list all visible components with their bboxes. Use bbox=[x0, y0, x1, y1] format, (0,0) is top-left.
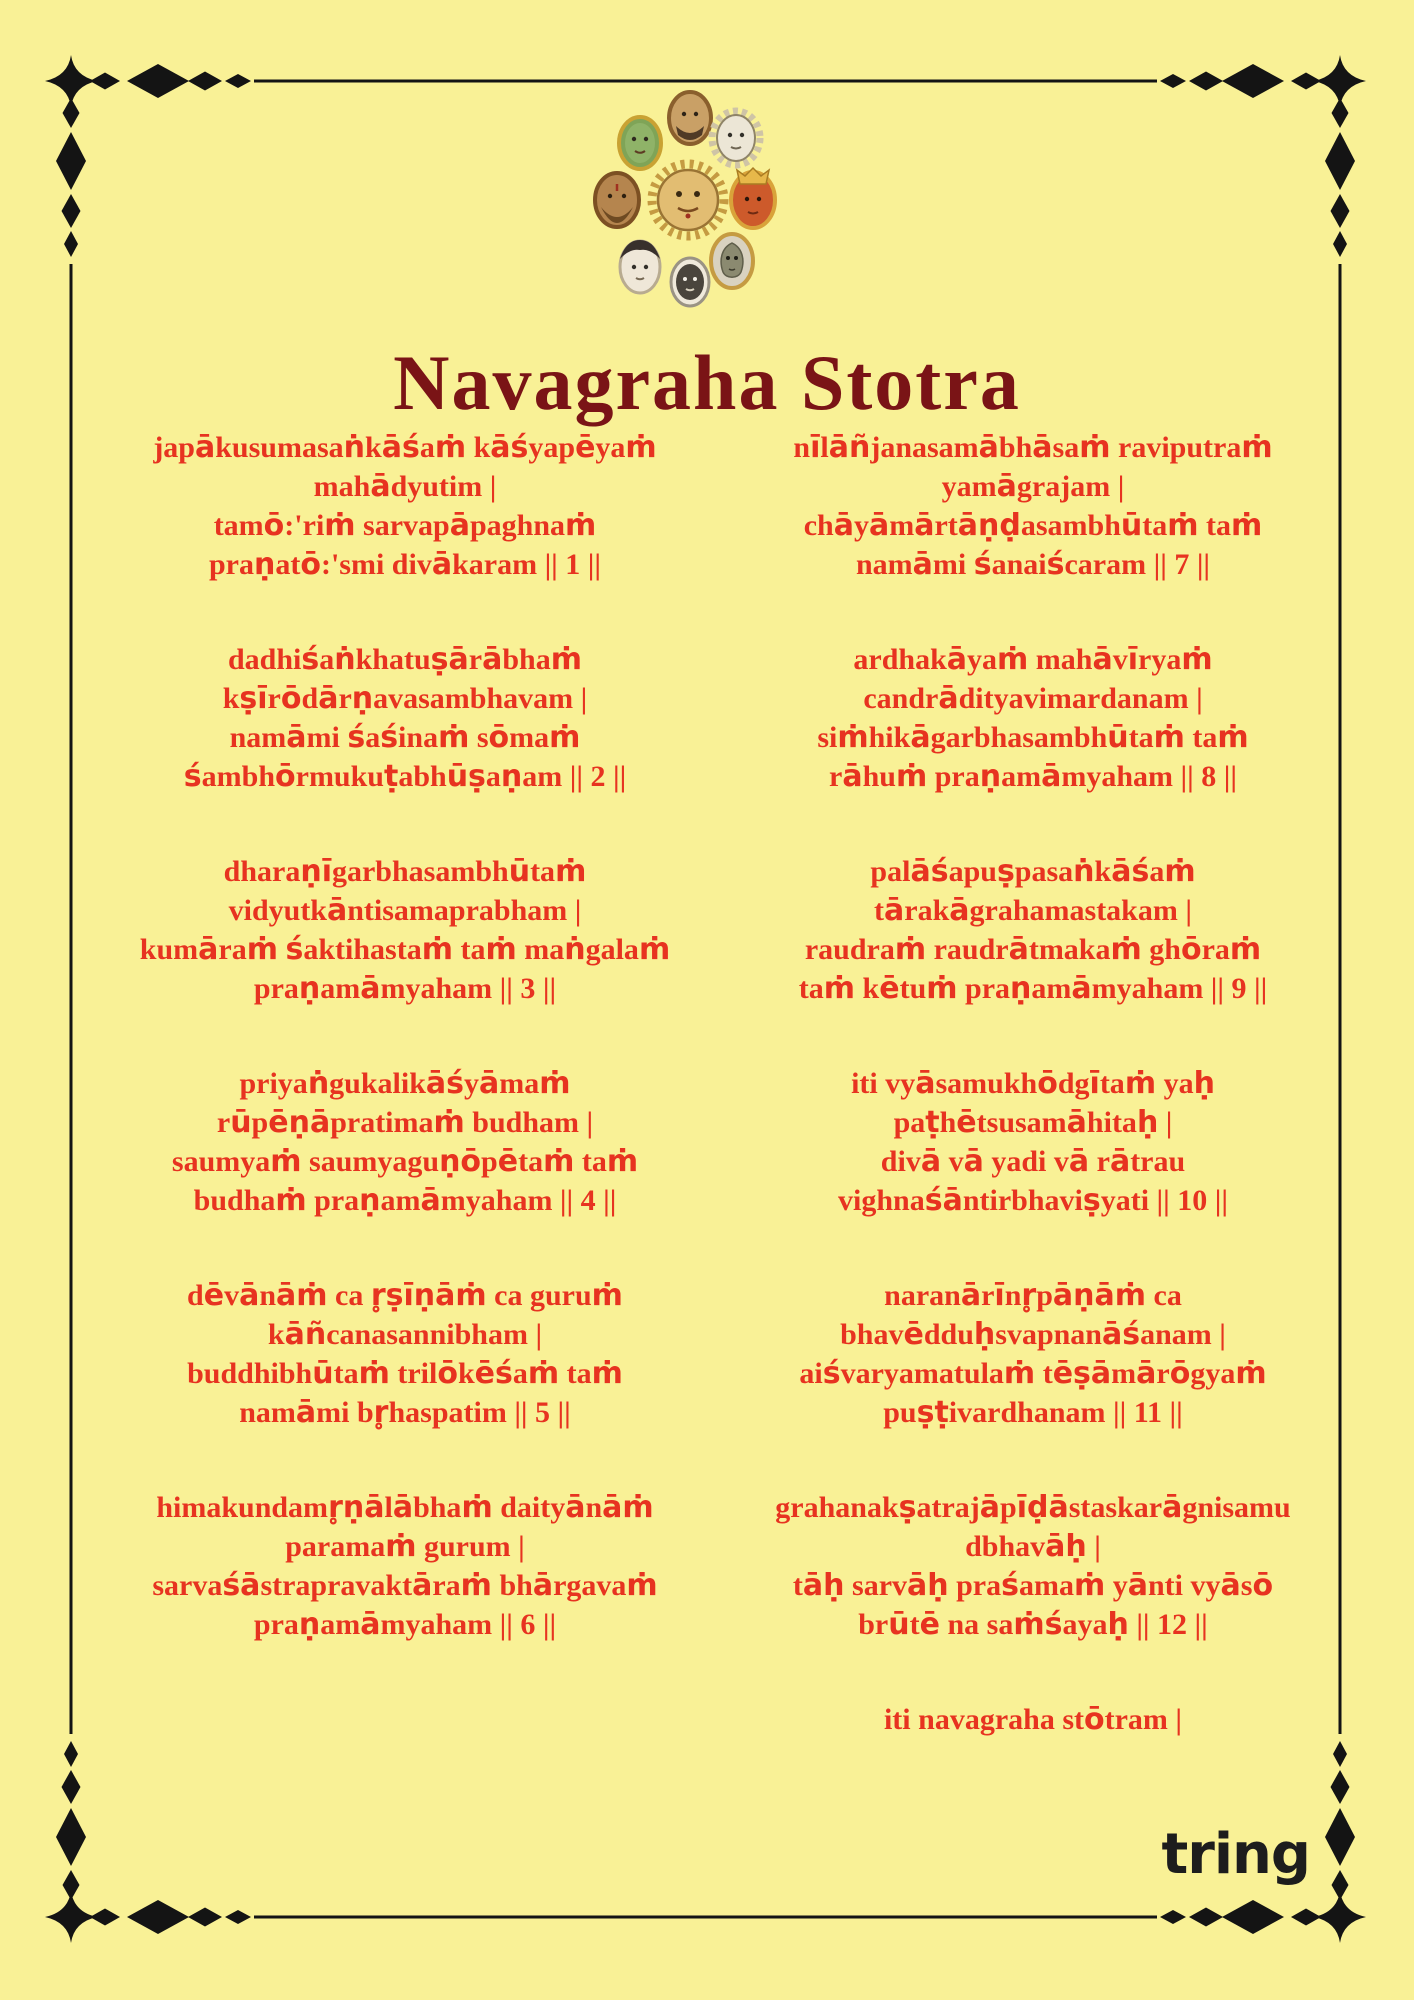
diacritic-char: ṁ bbox=[591, 1356, 623, 1391]
diacritic-char: ū bbox=[1120, 508, 1143, 543]
diacritic-char: ṇ bbox=[359, 1183, 381, 1218]
diacritic-char: ā bbox=[1109, 1144, 1131, 1179]
verse-line: yamāgrajam | bbox=[941, 469, 1125, 504]
verse-line: ardhakāyaṁ mahāvīryaṁ bbox=[853, 642, 1213, 677]
diacritic-char: ēṣā bbox=[1052, 1356, 1112, 1391]
diacritic-char: āñ bbox=[828, 430, 871, 465]
diacritic-char: ṁ bbox=[926, 971, 958, 1006]
diacritic-char: ā bbox=[914, 508, 935, 543]
diacritic-char: ṁ bbox=[1003, 1356, 1036, 1391]
diacritic-char: ā bbox=[1092, 642, 1113, 677]
diacritic-char: ṁ bbox=[997, 642, 1029, 677]
diacritic-char: ṇ bbox=[351, 681, 374, 716]
diacritic-char: ā bbox=[1162, 1490, 1183, 1525]
verse-line: palāśapuṣpasaṅkāśaṁ bbox=[870, 854, 1196, 889]
diacritic-char: ā bbox=[960, 1278, 982, 1313]
verse-line: dbhavāḥ | bbox=[965, 1529, 1101, 1564]
diacritic-char: ā bbox=[327, 893, 348, 928]
verse-line: divā vā yadi vā rātrau bbox=[880, 1144, 1186, 1179]
diacritic-char: āś bbox=[910, 854, 949, 889]
diacritic-char: ṁ bbox=[625, 430, 657, 465]
diacritic-char: ē bbox=[497, 1144, 519, 1179]
diacritic-char: ā bbox=[412, 1568, 433, 1603]
diacritic-char: ṇ bbox=[1010, 971, 1032, 1006]
diacritic-char: ṁ bbox=[246, 932, 278, 967]
sun-face-icon bbox=[652, 164, 724, 236]
verse-line: paramaṁ gurum | bbox=[285, 1529, 525, 1564]
diacritic-char: ṁ bbox=[555, 854, 587, 889]
diacritic-char: ṁ bbox=[1229, 932, 1262, 967]
verse-line: tamō:'riṁ sarvapāpaghnaṁ bbox=[213, 508, 597, 543]
diacritic-char: ā bbox=[420, 1183, 441, 1218]
diacritic-char: ā bbox=[915, 1066, 936, 1101]
diacritic-char: ē bbox=[203, 1278, 225, 1313]
verse-line: chāyāmārtāṇḍasambhūtaṁ taṁ bbox=[803, 508, 1263, 543]
diacritic-char: āś bbox=[1102, 1317, 1141, 1352]
diacritic-char: ṣ bbox=[996, 854, 1015, 889]
diacritic-char: ō bbox=[1169, 1356, 1191, 1391]
diacritic-char: āś bbox=[490, 430, 529, 465]
verse-line: grahanakṣatrajāpīḍāstaskarāgnisamu bbox=[775, 1490, 1291, 1525]
verse-7 bbox=[723, 428, 1343, 584]
verse-line: dharaṇīgarbhasambhūtaṁ bbox=[223, 854, 587, 889]
diacritic-char: ō bbox=[437, 1356, 458, 1391]
crowned-goddess-face-icon bbox=[731, 168, 775, 228]
diacritic-char: ṁ bbox=[438, 720, 470, 755]
diacritic-char: ṁ bbox=[1181, 642, 1213, 677]
diacritic-char: ṁ bbox=[1073, 1568, 1106, 1603]
diacritic-char: ō bbox=[275, 759, 296, 794]
diacritic-char: ś bbox=[285, 932, 304, 967]
diacritic-char: ū bbox=[508, 854, 531, 889]
diacritic-char: ṅ bbox=[343, 430, 366, 465]
verse-line: raudraṁ raudrātmakaṁ ghōraṁ bbox=[804, 932, 1262, 967]
diacritic-char: ṁ bbox=[1235, 1356, 1267, 1391]
diacritic-char: ā bbox=[198, 932, 219, 967]
diacritic-char: ṁ bbox=[1217, 720, 1249, 755]
diacritic-char: āṁ bbox=[602, 1490, 654, 1525]
verse-line: taṁ kētuṁ praṇamāmyaham || 9 || bbox=[798, 971, 1268, 1006]
verse-line: praṇatō:'smi divākaram || 1 || bbox=[208, 547, 601, 582]
verse-5 bbox=[95, 1276, 715, 1432]
verse-8 bbox=[723, 640, 1343, 796]
diacritic-char: ā bbox=[1068, 1144, 1090, 1179]
diacritic-char: āś bbox=[1111, 854, 1150, 889]
diacritic-char: āṇāṁ bbox=[1052, 1278, 1146, 1313]
diacritic-char: ṣī bbox=[239, 681, 268, 716]
diacritic-char: ā bbox=[912, 547, 933, 582]
diacritic-char: ā bbox=[842, 759, 863, 794]
diacritic-char: ṁ bbox=[324, 508, 356, 543]
diacritic-char: ṁ bbox=[823, 971, 856, 1006]
diacritic-char: āś bbox=[425, 1066, 465, 1101]
verse-line: śambhōrmukuṭabhūṣaṇam || 2 || bbox=[183, 759, 627, 794]
verse-line: kumāraṁ śaktihastaṁ taṁ maṅgalaṁ bbox=[139, 932, 671, 967]
verse-11 bbox=[723, 1276, 1343, 1432]
diacritic-char: ō bbox=[300, 547, 321, 582]
diacritic-char: ṁ bbox=[385, 1529, 417, 1564]
diacritic-char: ā bbox=[1008, 932, 1029, 967]
diacritic-char: ū bbox=[1107, 720, 1129, 755]
diacritic-char: ṁ bbox=[1153, 720, 1185, 755]
diacritic-char: ṁ bbox=[1110, 932, 1142, 967]
diacritic-char: ē bbox=[956, 1105, 977, 1140]
diacritic-char: ṁ bbox=[606, 1144, 639, 1179]
diacritic-char: ā bbox=[949, 893, 970, 928]
diacritic-char: ṁ bbox=[550, 642, 582, 677]
corner-ornament-top-right bbox=[1160, 55, 1366, 257]
diacritic-char: ṁ bbox=[895, 759, 928, 794]
verse-line: puṣṭivardhanam || 11 || bbox=[883, 1395, 1183, 1430]
verse-line: saumyaṁ saumyaguṇōpētaṁ taṁ bbox=[171, 1144, 639, 1179]
verse-line: siṁhikāgarbhasambhūtaṁ taṁ bbox=[817, 720, 1249, 755]
green-face-icon bbox=[619, 117, 661, 169]
page-title: Navagraha Stotra bbox=[393, 339, 1021, 426]
diacritic-char: ī bbox=[810, 430, 821, 465]
diacritic-char: ā bbox=[963, 1144, 984, 1179]
diacritic-char: ā bbox=[295, 1395, 317, 1430]
pale-face-icon bbox=[620, 240, 660, 293]
diacritic-char: ṁ bbox=[527, 1356, 560, 1391]
diacritic-char: ā bbox=[920, 1144, 942, 1179]
diacritic-char: ā bbox=[979, 1490, 1001, 1525]
diacritic-char: ā bbox=[449, 508, 470, 543]
verse-line: praṇamāmyaham || 3 || bbox=[253, 971, 557, 1006]
diacritic-char: ā bbox=[286, 720, 307, 755]
diacritic-char: ṁ bbox=[270, 1144, 302, 1179]
verse-line: paṭhētsusamāhitaḥ | bbox=[893, 1105, 1173, 1140]
verse-line: tāḥ sarvāḥ praśamaṁ yānti vyāsō bbox=[792, 1568, 1274, 1603]
diacritic-char: śā bbox=[924, 1183, 963, 1218]
diacritic-char: ṁ bbox=[894, 932, 927, 967]
diacritic-char: ṁ bbox=[549, 720, 581, 755]
verses-grid bbox=[95, 428, 1343, 1739]
diacritic-char: ṁ bbox=[485, 932, 517, 967]
diacritic-char: ḥ bbox=[1107, 1607, 1129, 1642]
diacritic-char: ś bbox=[380, 720, 399, 755]
diacritic-char: ṇī bbox=[300, 854, 332, 889]
diacritic-char: ṁ bbox=[626, 1568, 658, 1603]
diacritic-char: ṁ bbox=[1241, 430, 1273, 465]
verse-line: aiśvaryamatulaṁ tēṣāmārōgyaṁ bbox=[799, 1356, 1267, 1391]
verse-line: vidyutkāntisamaprabham | bbox=[228, 893, 582, 928]
diacritic-char: ā bbox=[1136, 1356, 1157, 1391]
diacritic-char: ṣ bbox=[1082, 1183, 1101, 1218]
corner-ornament-bottom-left bbox=[45, 1741, 251, 1943]
diacritic-char: ṅ bbox=[564, 932, 586, 967]
diacritic-char: ū bbox=[888, 1607, 910, 1642]
verse-line: dēvānāṁ ca r̥ṣīṇāṁ ca guruṁ bbox=[187, 1278, 623, 1313]
diacritic-char: ā bbox=[884, 893, 905, 928]
verse-line: namāmi śanaiścaram || 7 || bbox=[855, 547, 1211, 582]
diacritic-char: śā bbox=[222, 1568, 261, 1603]
verse-line: bhavēdduḥsvapnanāśanam | bbox=[840, 1317, 1226, 1352]
brown-sage-face-icon bbox=[595, 173, 639, 227]
diacritic-char: ī bbox=[1127, 642, 1139, 677]
diacritic-char: ṁ bbox=[565, 508, 597, 543]
diacritic-char: ś bbox=[183, 759, 202, 794]
verse-line: sarvaśāstrapravaktāraṁ bhārgavaṁ bbox=[152, 1568, 658, 1603]
diacritic-char: ā bbox=[482, 642, 503, 677]
verse-line: naranārīnr̥pāṇāṁ ca bbox=[884, 1278, 1182, 1313]
verse-12 bbox=[723, 1488, 1343, 1644]
petal-ringed-moon-face-icon bbox=[712, 111, 760, 165]
diacritic-char: ō bbox=[1037, 1066, 1058, 1101]
diacritic-char: ṇ bbox=[253, 547, 276, 582]
diacritic-char: āṇḍ bbox=[957, 508, 1021, 543]
diacritic-char: āś bbox=[381, 430, 420, 465]
verse-line: iti vyāsamukhōdgītaṁ yaḥ bbox=[851, 1066, 1215, 1101]
diacritic-char: ṁ bbox=[539, 1066, 571, 1101]
diacritic-char: ṭ bbox=[383, 759, 399, 794]
verse-6 bbox=[95, 1488, 715, 1644]
diacritic-char: ṇ bbox=[298, 1607, 321, 1642]
brand-logo: tring bbox=[1161, 1822, 1310, 1887]
diacritic-char: ṁ bbox=[1164, 854, 1196, 889]
verse-line: namāmi br̥haspatim || 5 || bbox=[239, 1395, 571, 1430]
diacritic-char: ā bbox=[910, 720, 931, 755]
verse-line: namāmi śaśinaṁ sōmaṁ bbox=[229, 720, 581, 755]
diacritic-char: āḥ bbox=[802, 1568, 845, 1603]
verse-10 bbox=[723, 1064, 1343, 1220]
diacritic-char: ṁ bbox=[358, 1356, 390, 1391]
diacritic-char: ṁ bbox=[638, 932, 671, 967]
diacritic-char: ḥ bbox=[1193, 1066, 1215, 1101]
diacritic-char: ṇ bbox=[500, 759, 523, 794]
diacritic-char: ā bbox=[360, 971, 381, 1006]
verse-line: brūtē na saṁśayaḥ || 12 || bbox=[858, 1607, 1208, 1642]
diacritic-char: ṅ bbox=[307, 1066, 330, 1101]
cobra-face-icon bbox=[711, 234, 753, 288]
verse-line: tārakāgrahamastakam | bbox=[874, 893, 1192, 928]
diacritic-char: ūṣ bbox=[446, 759, 486, 794]
diacritic-char: ṁ bbox=[591, 1278, 623, 1313]
diacritic-char: ē bbox=[879, 971, 900, 1006]
verse-1 bbox=[95, 428, 715, 584]
diacritic-char: ṇō bbox=[439, 1144, 482, 1179]
diacritic-char: ā bbox=[1066, 1105, 1087, 1140]
diacritic-char: ḥ bbox=[1136, 1105, 1159, 1140]
diacritic-char: ṁ bbox=[1124, 1066, 1157, 1101]
diacritic-char: ā bbox=[479, 1066, 500, 1101]
verse-2 bbox=[95, 640, 715, 796]
verse-line: himakundamr̥ṇālābhaṁ daityānāṁ bbox=[156, 1490, 654, 1525]
diacritic-char: ṣā bbox=[430, 642, 469, 677]
diacritic-char: ṁ bbox=[1079, 430, 1111, 465]
spacer bbox=[95, 1700, 715, 1739]
verse-line: buddhibhūtaṁ trilōkēśaṁ taṁ bbox=[187, 1356, 623, 1391]
verse-line: iti navagraha stōtram | bbox=[883, 1702, 1183, 1737]
verse-line: praṇamāmyaham || 6 || bbox=[253, 1607, 557, 1642]
diacritic-char: ō bbox=[488, 720, 510, 755]
diacritic-char: āṁ bbox=[276, 1278, 328, 1313]
verse-line: rūpēṇāpratimaṁ budham | bbox=[216, 1105, 594, 1140]
dark-face-icon bbox=[671, 258, 709, 306]
diacritic-char: āñ bbox=[284, 1317, 327, 1352]
diacritic-char: ś bbox=[1001, 1568, 1019, 1603]
diacritic-char: ō bbox=[1083, 1702, 1105, 1737]
diacritic-char: ā bbox=[239, 1278, 260, 1313]
diacritic-char: ā bbox=[195, 430, 216, 465]
diacritic-char: ṭ bbox=[925, 1105, 940, 1140]
verse-line: rāhuṁ praṇamāmyaham || 8 || bbox=[829, 759, 1237, 794]
diacritic-char: ṅ bbox=[334, 642, 356, 677]
diacritic-char: ś bbox=[301, 642, 320, 677]
diacritic-char: ū bbox=[312, 1356, 334, 1391]
diacritic-char: ā bbox=[392, 1490, 414, 1525]
diacritic-char: ā bbox=[946, 642, 968, 677]
diacritic-char: ā bbox=[1071, 971, 1092, 1006]
diacritic-char: ā bbox=[532, 1568, 554, 1603]
verse-line: mahādyutim | bbox=[313, 469, 497, 504]
diacritic-char: ā bbox=[360, 1607, 381, 1642]
verse-line: budhaṁ praṇamāmyaham || 4 || bbox=[193, 1183, 617, 1218]
verse-line: dadhiśaṅkhatuṣārābhaṁ bbox=[228, 642, 582, 677]
diacritic-char: ś bbox=[1046, 547, 1065, 582]
diacritic-char: ṁ bbox=[275, 1183, 307, 1218]
diacritic-char: ṁ bbox=[433, 1105, 465, 1140]
bearded-sage-face-icon bbox=[669, 92, 711, 144]
diacritic-char: ṣṭ bbox=[916, 1395, 949, 1430]
verse-line: nīlāñjanasamābhāsaṁ raviputraṁ bbox=[793, 430, 1273, 465]
diacritic-char: āḥ bbox=[907, 1568, 949, 1603]
diacritic-char: ś bbox=[973, 547, 992, 582]
diacritic-char: ā bbox=[1127, 1568, 1148, 1603]
verse-line: kṣīrōdārṇavasambhavam | bbox=[222, 681, 588, 716]
diacritic-char: īḍā bbox=[1016, 1490, 1069, 1525]
diacritic-char: āḥ bbox=[1045, 1529, 1087, 1564]
diacritic-char: ṁ bbox=[543, 1144, 575, 1179]
diacritic-char: ō bbox=[280, 681, 302, 716]
diacritic-char: ś bbox=[822, 1356, 841, 1391]
diacritic-char: ā bbox=[1041, 759, 1062, 794]
diacritic-char: ē bbox=[575, 430, 596, 465]
diacritic-char: ā bbox=[1032, 430, 1053, 465]
diacritic-char: ō bbox=[1180, 932, 1202, 967]
diacritic-char: ēṇā bbox=[268, 1105, 331, 1140]
verse-4 bbox=[95, 1064, 715, 1220]
diacritic-char: ṇ bbox=[298, 971, 321, 1006]
diacritic-char: ū bbox=[230, 1105, 252, 1140]
diacritic-char: ē bbox=[919, 1607, 940, 1642]
diacritic-char: ō bbox=[1252, 1568, 1274, 1603]
diacritic-char: ṁ bbox=[434, 430, 467, 465]
diacritic-char: ṅ bbox=[1073, 854, 1095, 889]
diacritic-char: ā bbox=[868, 508, 890, 543]
diacritic-char: ā bbox=[996, 469, 1017, 504]
navagraha-medallions bbox=[548, 78, 828, 326]
verse-9 bbox=[723, 852, 1343, 1008]
diacritic-char: r̥ bbox=[373, 1395, 389, 1430]
verse-3 bbox=[95, 852, 715, 1008]
diacritic-char: ā bbox=[833, 508, 854, 543]
diacritic-char: ṁ bbox=[1167, 508, 1199, 543]
diacritic-char: ṁ bbox=[1231, 508, 1263, 543]
diacritic-char: r̥ṇā bbox=[328, 1490, 385, 1525]
diacritic-char: ā bbox=[318, 681, 339, 716]
diacritic-char: ā bbox=[978, 430, 999, 465]
diacritic-char: r̥ṣīṇāṁ bbox=[370, 1278, 487, 1313]
diacritic-char: ā bbox=[431, 547, 453, 582]
diacritic-char: r̥ bbox=[1021, 1278, 1037, 1313]
diacritic-char: ā bbox=[370, 469, 391, 504]
diacritic-char: ā bbox=[565, 1490, 586, 1525]
diacritic-char: ṁ bbox=[460, 1568, 492, 1603]
diacritic-char: ā bbox=[1220, 1568, 1241, 1603]
verse-line: candrādityavimardanam | bbox=[863, 681, 1203, 716]
diacritic-char: ṁś bbox=[1013, 1607, 1063, 1642]
corner-ornament-top-left bbox=[45, 55, 251, 257]
verse-line: japākusumasaṅkāśaṁ kāśyapēyaṁ bbox=[153, 430, 657, 465]
diacritic-char: ī bbox=[994, 1278, 1005, 1313]
diacritic-char: ā bbox=[938, 681, 959, 716]
diacritic-char: ś bbox=[347, 720, 366, 755]
diacritic-char: ē bbox=[903, 1317, 924, 1352]
verse-line: priyaṅgukalikāśyāmaṁ bbox=[239, 1066, 571, 1101]
diacritic-char: ḥ bbox=[973, 1317, 996, 1352]
closing-line bbox=[723, 1700, 1343, 1739]
verse-line: vighnaśāntirbhaviṣyati || 10 || bbox=[838, 1183, 1228, 1218]
diacritic-char: ō bbox=[263, 508, 285, 543]
diacritic-char: ṁ bbox=[837, 720, 869, 755]
diacritic-char: ṇ bbox=[979, 759, 1002, 794]
diacritic-char: ī bbox=[1089, 1066, 1100, 1101]
diacritic-char: ēś bbox=[474, 1356, 513, 1391]
diacritic-char: ṣ bbox=[898, 1490, 917, 1525]
diacritic-char: ṁ bbox=[421, 932, 453, 967]
diacritic-char: ṁ bbox=[461, 1490, 493, 1525]
verse-line: kāñcanasannibham | bbox=[267, 1317, 543, 1352]
